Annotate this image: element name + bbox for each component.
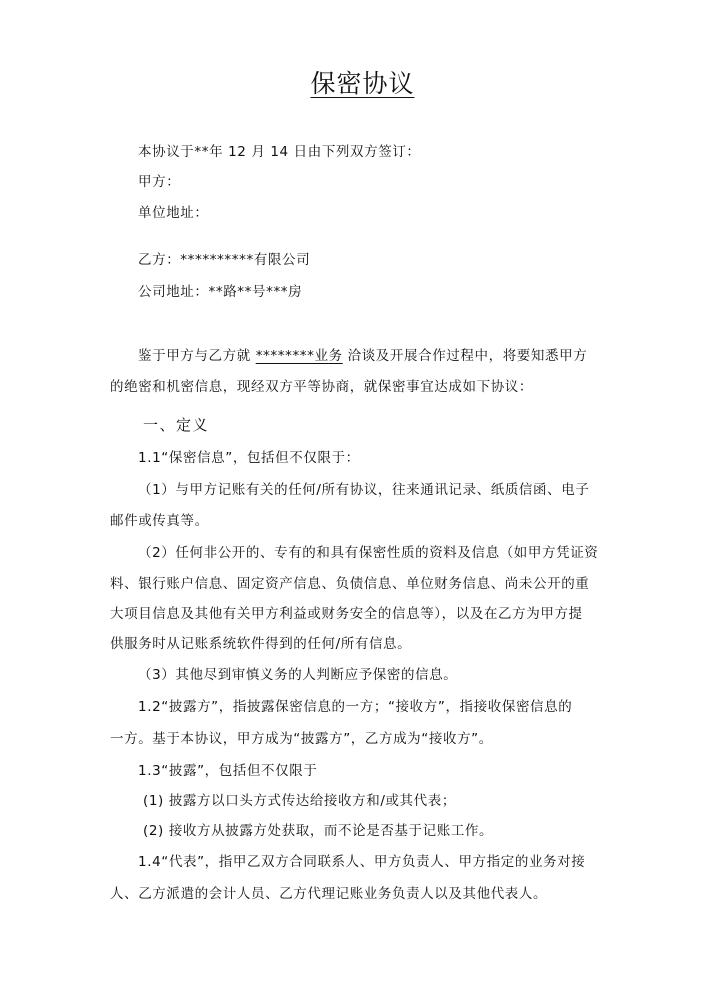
clause-1-3-item-2: (2) 接收方从披露方处获取，而不论是否基于记账工作。 — [143, 823, 494, 839]
preamble-suffix: 洽谈及开展合作过程中，将要知悉甲方 — [342, 348, 588, 364]
date-line: 本协议于**年 12 月 14 日由下列双方签订： — [138, 144, 421, 160]
preamble-line-2: 的绝密和机密信息，现经双方平等协商，就保密事宜达成如下协议： — [110, 379, 533, 395]
party-a-label: 甲方： — [138, 174, 181, 190]
clause-1-4-line-1: 1.4“代表”，指甲乙双方合同联系人、甲方负责人、甲方指定的业务对接 — [138, 854, 586, 870]
clause-1-2-line-2: 一方。基于本协议，甲方成为“披露方”，乙方成为“接收方”。 — [110, 731, 493, 747]
clause-1-1-item-2-line-3: 大项目信息及其他有关甲方利益或财务安全的信息等），以及在乙方为甲方提 — [110, 606, 583, 622]
clause-1-1-item-1-line-2: 邮件或传真等。 — [110, 513, 209, 529]
party-b-line: 乙方：**********有限公司 — [138, 252, 311, 268]
party-a-address-label: 单位地址： — [138, 205, 209, 221]
document-title — [0, 66, 725, 102]
preamble-prefix: 鉴于甲方与乙方就 — [138, 348, 256, 364]
clause-1-3-item-1: (1) 披露方以口头方式传达给接收方和/或其代表； — [143, 793, 456, 809]
clause-1-4-line-2: 人、乙方派遣的会计人员、乙方代理记账业务负责人以及其他代表人。 — [110, 886, 548, 902]
section-1-heading: 一、定义 — [143, 416, 210, 434]
clause-1-1-item-3: （3）其他尽到审慎义务的人判断应予保密的信息。 — [138, 667, 458, 683]
clause-1-1: 1.1“保密信息”，包括但不仅限于： — [138, 450, 360, 466]
party-b-address-line: 公司地址：**路**号***房 — [138, 284, 303, 300]
clause-1-2-line-1: 1.2“披露方”，指披露保密信息的一方；“接收方”，指接收保密信息的 — [138, 699, 573, 715]
clause-1-1-item-2-line-1: （2）任何非公开的、专有的和具有保密性质的资料及信息（如甲方凭证资 — [138, 545, 599, 561]
clause-1-1-item-2-line-2: 料、银行账户信息、固定资产信息、负债信息、单位财务信息、尚未公开的重 — [110, 576, 590, 592]
clause-1-1-item-1-line-1: （1）与甲方记账有关的任何/所有协议，往来通讯记录、纸质信函、电子 — [138, 482, 590, 498]
preamble-line-1 — [138, 346, 625, 366]
clause-1-3: 1.3“披露”，包括但不仅限于 — [138, 763, 318, 779]
preamble-business: ********业务 — [255, 348, 343, 364]
document-title-text: 保密协议 — [310, 69, 415, 98]
clause-1-1-item-2-line-4: 供服务时从记账系统软件得到的任何/所有信息。 — [110, 636, 412, 652]
